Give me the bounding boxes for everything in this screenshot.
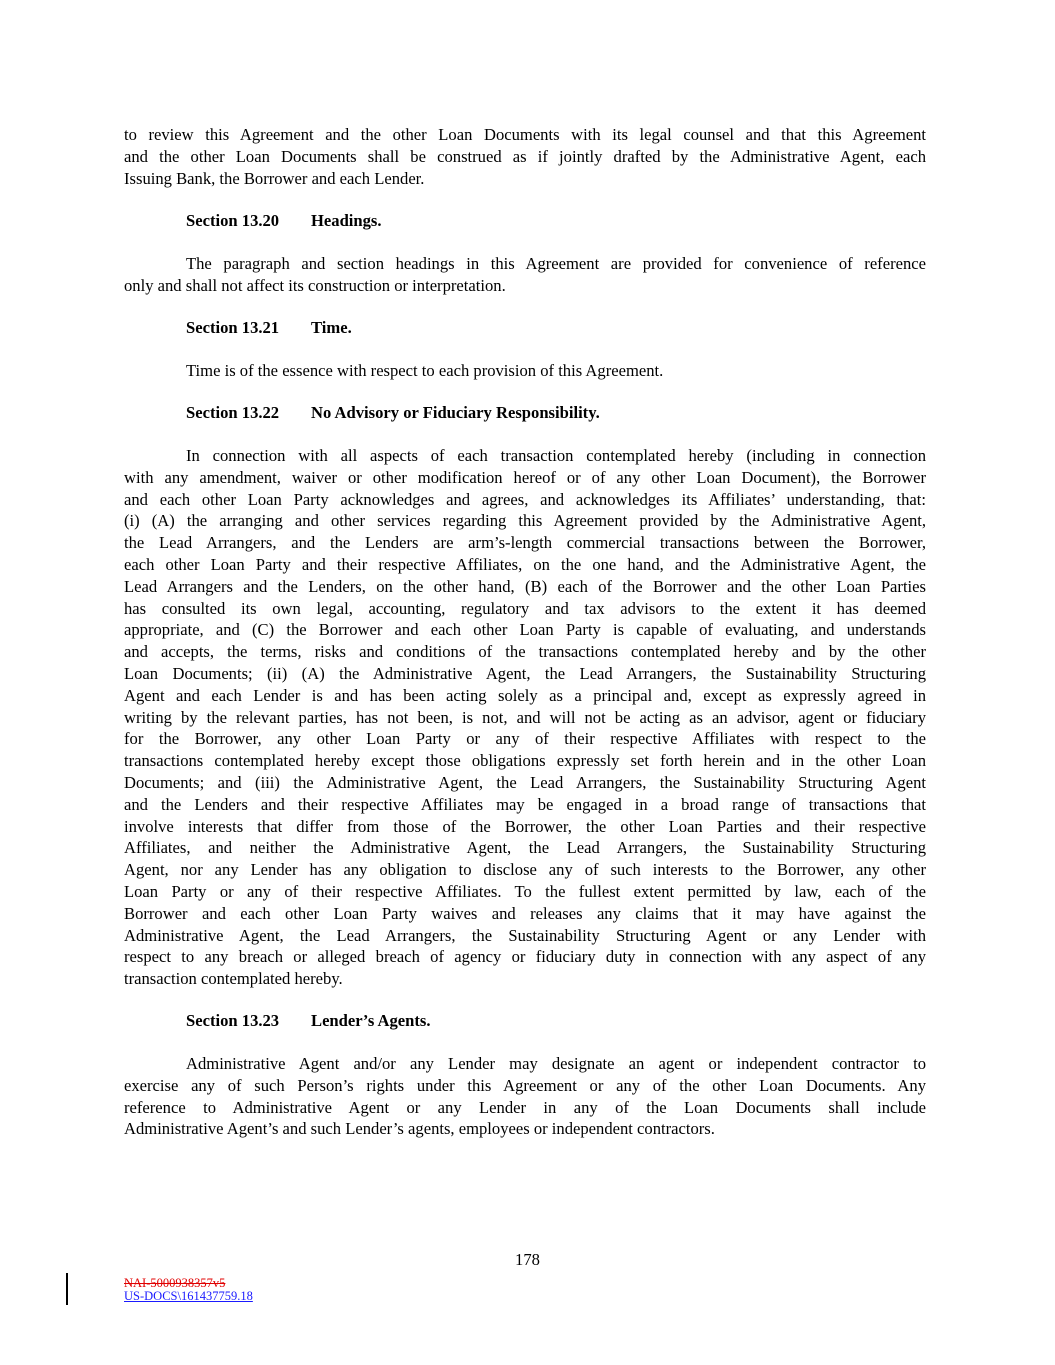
- text-line: to review this Agreement and the other Loan Documents with its legal counsel and that this Agreement: [124, 125, 926, 144]
- text-line: only and shall not affect its construction or interpretation.: [124, 275, 506, 295]
- text-line: writing by the relevant parties, has not been, is not, and will not be acting as an advisor, agent or fiduciary: [124, 707, 926, 727]
- text-line: Affiliates, and neither the Administrative Agent, the Lead Arrangers, the Sustainability Structuring: [124, 838, 926, 858]
- text-line: In connection with all aspects of each transaction contemplated hereby (including in connection: [186, 446, 926, 465]
- text-line: appropriate, and (C) the Borrower and each other Loan Party is capable of evaluating, and understands: [124, 620, 926, 640]
- paragraph: [124, 360, 926, 382]
- text-line: for the Borrower, any other Loan Party or any of their respective Affiliates with respect to the: [124, 729, 926, 749]
- text-line: and each other Loan Party acknowledges and agrees, and acknowledges its Affiliates’ understanding, that:: [124, 489, 926, 509]
- text-line: Lead Arrangers and the Lenders, on the other hand, (B) each of the Borrower and the other Loan Parties: [124, 576, 926, 596]
- text-line: Loan Party or any of their respective Affiliates. To the fullest extent permitted by law, each of the: [124, 881, 926, 901]
- paragraph: [124, 1053, 926, 1140]
- text-line: involve interests that differ from those of the Borrower, the other Loan Parties and their respective: [124, 816, 926, 836]
- text-line: reference to Administrative Agent or any Lender in any of the Loan Documents shall include: [124, 1097, 926, 1117]
- text-line: and the Lenders and their respective Affiliates may be engaged in a broad range of transactions that: [124, 794, 926, 814]
- text-line: with any amendment, waiver or other modification hereof or of any other Loan Document), the Borrower: [124, 467, 926, 487]
- text-line: has consulted its own legal, accounting, regulatory and tax advisors to the extent it has deemed: [124, 598, 926, 618]
- paragraph: [124, 253, 926, 297]
- section-heading: Section 13.20 Headings.: [186, 211, 382, 230]
- section-heading: Section 13.21 Time.: [186, 318, 352, 337]
- text-line: Agent and each Lender is and has been acting solely as a principal and, except as expressly agreed in: [124, 685, 926, 705]
- text-line: (i) (A) the arranging and other services regarding this Agreement provided by the Administrative Agent,: [124, 511, 926, 531]
- text-line: each other Loan Party and their respective Affiliates, on the one hand, and the Administrative Agent, the: [124, 554, 926, 574]
- text-line: Loan Documents; (ii) (A) the Administrative Agent, the Lead Arrangers, the Sustainability Structuring: [124, 663, 926, 683]
- text-line: and accepts, the terms, risks and conditions of the transactions contemplated hereby and by the other: [124, 642, 926, 662]
- text-line: Time is of the essence with respect to each provision of this Agreement.: [186, 361, 664, 380]
- text-line: Borrower and each other Loan Party waives and releases any claims that it may have against the: [124, 903, 926, 923]
- text-line: the Lead Arrangers, and the Lenders are arm’s-length commercial transactions between the Borrower,: [124, 533, 926, 553]
- text-line: exercise any of such Person’s rights under this Agreement or any of the other Loan Documents. Any: [124, 1075, 926, 1095]
- text-line: and the other Loan Documents shall be construed as if jointly drafted by the Administrative Agent, each: [124, 146, 926, 166]
- section-heading: Section 13.23 Lender’s Agents.: [186, 1011, 431, 1030]
- doc-id: US-DOCS\161437759.18: [124, 1289, 253, 1303]
- paragraph: [124, 445, 926, 990]
- text-line: Administrative Agent, the Lead Arrangers, the Sustainability Structuring Agent or any Lender with: [124, 925, 926, 945]
- text-line: Agent, nor any Lender has any obligation to disclose any of such interests to the Borrower, any other: [124, 860, 926, 880]
- text-line: Issuing Bank, the Borrower and each Lender.: [124, 168, 425, 188]
- text-line: transaction contemplated hereby.: [124, 969, 343, 989]
- text-line: The paragraph and section headings in this Agreement are provided for convenience of reference: [186, 254, 926, 273]
- paragraph: [124, 124, 926, 189]
- deleted-doc-id: NAI-5000938357v5: [124, 1276, 226, 1290]
- text-line: respect to any breach or alleged breach of agency or fiduciary duty in connection with any aspect of any: [124, 947, 926, 967]
- text-line: Documents; and (iii) the Administrative Agent, the Lead Arrangers, the Sustainability Structuring Agent: [124, 772, 926, 792]
- change-bar: [66, 1273, 68, 1305]
- footer-ids: [124, 1277, 253, 1303]
- text-line: Administrative Agent and/or any Lender may designate an agent or independent contractor to: [186, 1054, 926, 1073]
- text-line: Administrative Agent’s and such Lender’s agents, employees or independent contractors.: [124, 1119, 715, 1139]
- text-line: transactions contemplated hereby except those obligations expressly set forth herein and in the other Loan: [124, 751, 926, 771]
- page-number: 178: [515, 1250, 540, 1269]
- section-heading: Section 13.22 No Advisory or Fiduciary Responsibility.: [186, 403, 600, 422]
